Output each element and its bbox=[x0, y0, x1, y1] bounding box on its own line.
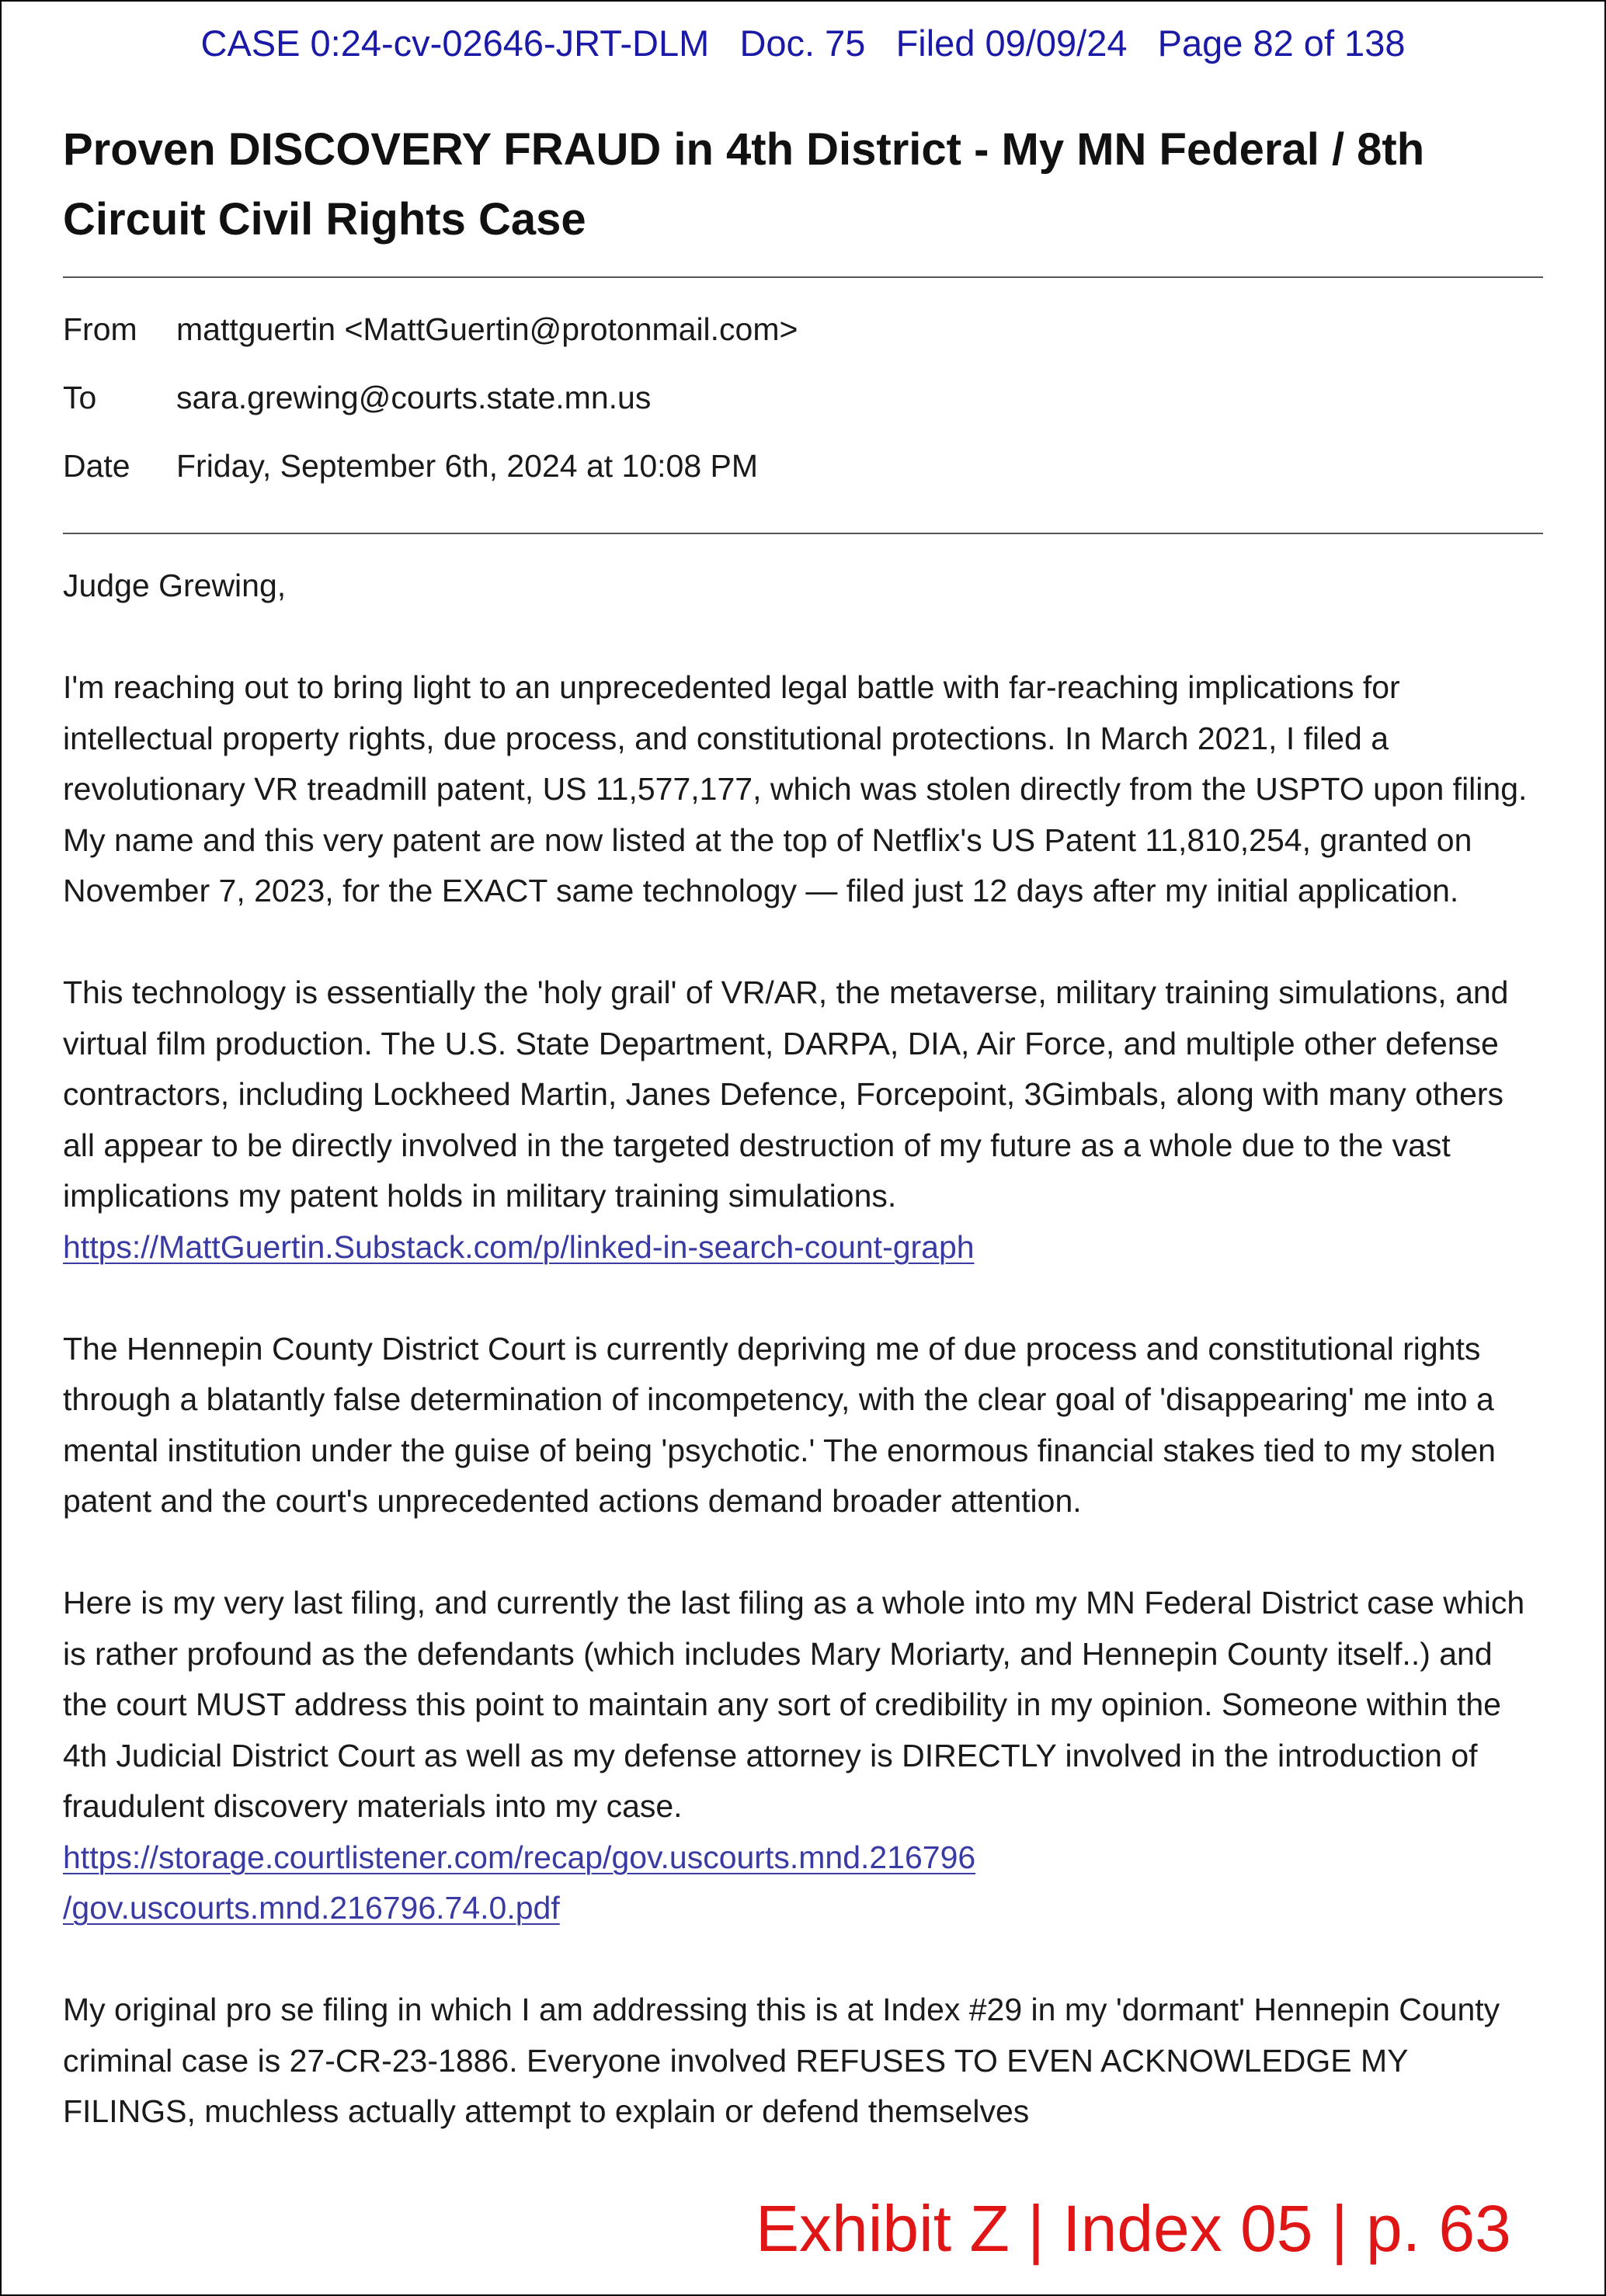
email-meta bbox=[63, 295, 1543, 500]
greeting: Judge Grewing, bbox=[63, 568, 287, 603]
header-divider-top bbox=[63, 276, 1543, 278]
paragraph-1: I'm reaching out to bring light to an unprecedented legal battle with far-reaching implications for intellectual property rights, due process, and constitutional protections. In March 2021, I filed a revolutionary VR treadmill patent, US 11,577,177, which was stolen directly from the USPTO upon filing. My name and this very patent are now listed at the top of Netflix's US Patent 11,810,254, granted on November 7, 2023, for the EXACT same technology — filed just 12 days after my initial application. bbox=[63, 669, 1528, 908]
paragraph-5: My original pro se filing in which I am addressing this is at Index #29 in my 'dormant' Hennepin County criminal case is 27-CR-23-1886. Everyone involved REFUSES TO EVEN ACKNOWLEDGE MY FILINGS, muchless actually attempt to explain or defend themselves bbox=[63, 1992, 1500, 2129]
courtlistener-link-line-1[interactable]: https://storage.courtlistener.com/recap/gov.uscourts.mnd.216796 bbox=[63, 1839, 976, 1875]
to-row bbox=[63, 363, 1543, 432]
paragraph-2 bbox=[63, 967, 1543, 1273]
to-label: To bbox=[63, 380, 97, 415]
date-row bbox=[63, 432, 1543, 500]
case-header: CASE 0:24-cv-02646-JRT-DLM Doc. 75 Filed 09/09/24 Page 82 of 138 bbox=[200, 23, 1406, 64]
from-value: mattguertin <MattGuertin@protonmail.com> bbox=[176, 311, 798, 347]
email-document bbox=[63, 115, 1543, 2188]
substack-link[interactable]: https://MattGuertin.Substack.com/p/linked-in-search-count-graph bbox=[63, 1228, 975, 1265]
courtlistener-link-line-2[interactable]: /gov.uscourts.mnd.216796.74.0.pdf bbox=[63, 1890, 560, 1926]
paragraph-4 bbox=[63, 1578, 1543, 1934]
email-subject: Proven DISCOVERY FRAUD in 4th District - My MN Federal / 8th Circuit Civil Rights Case bbox=[63, 124, 1425, 245]
paragraph-3: The Hennepin County District Court is currently depriving me of due process and constitutional rights through a blatantly false determination of incompetency, with the clear goal of 'disappearing' me into a mental institution under the guise of being 'psychotic.' The enormous financial stakes tied to my stolen patent and the court's unprecedented actions demand broader attention. bbox=[63, 1330, 1496, 1519]
date-label: Date bbox=[63, 448, 130, 484]
to-value: sara.grewing@courts.state.mn.us bbox=[176, 380, 652, 415]
header-divider-bottom bbox=[63, 533, 1543, 534]
email-body bbox=[63, 561, 1543, 2138]
exhibit-stamp: Exhibit Z | Index 05 | p. 63 bbox=[756, 2192, 1511, 2265]
from-label: From bbox=[63, 311, 137, 347]
paragraph-2-text: This technology is essentially the 'holy grail' of VR/AR, the metaverse, military training simulations, and virtual film production. The U.S. State Department, DARPA, DIA, Air Force, and multiple other defense contractors, including Lockheed Martin, Janes Defence, Forcepoint, 3Gimbals, along with many others all appear to be directly involved in the targeted destruction of my future as a whole due to the vast implications my patent holds in military training simulations. bbox=[63, 974, 1509, 1214]
date-value: Friday, September 6th, 2024 at 10:08 PM bbox=[176, 448, 759, 484]
from-row bbox=[63, 295, 1543, 363]
paragraph-4-text: Here is my very last filing, and currently the last filing as a whole into my MN Federal District case which is rather profound as the defendants (which includes Mary Moriarty, and Hennepin County itself..) and the court MUST address this point to maintain any sort of credibility in my opinion. Someone within the 4th Judicial District Court as well as my defense attorney is DIRECTLY involved in the introduction of fraudulent discovery materials into my case. bbox=[63, 1585, 1525, 1824]
